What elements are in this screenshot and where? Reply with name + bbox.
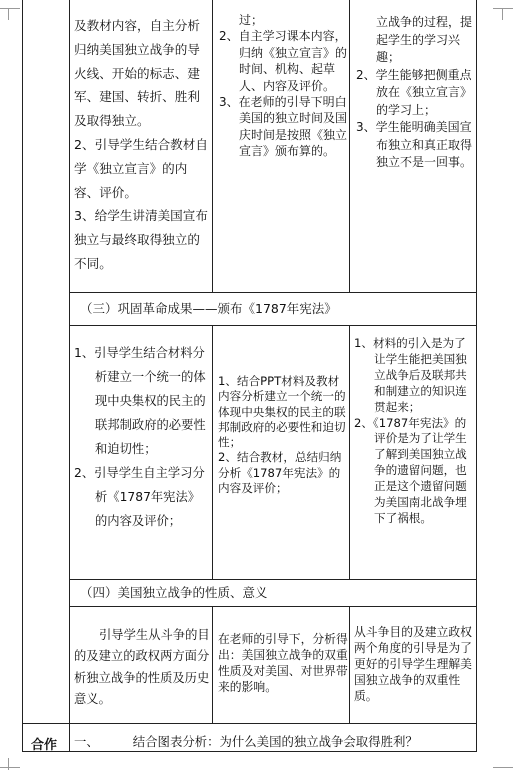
teacher-activity-text: 2、引导学生自主学习分析《1787年宪法》的内容及评价； (74, 466, 205, 528)
teacher-activity-text: 及教材内容，自主分析归纳美国独立战争的导火线、开始的标志、建军、建国、转折、胜利及取得独立。 (74, 18, 200, 129)
question-number: 一、 (74, 734, 99, 749)
question-text: 结合图表分析：为什么美国的独立战争会取得胜利？ (132, 734, 418, 749)
table-border-right (476, 0, 477, 752)
design-intent-text: 3、学生能明确美国宣布独立和真正取得独立不是一回事。 (356, 120, 473, 169)
design-intent-cell (354, 336, 474, 527)
teacher-activity-text: 引导学生从斗争的目的及建立的政权两方面分析独立战争的性质及历史意义。 (74, 628, 210, 707)
crop-mark (502, 8, 503, 20)
row-divider (69, 606, 477, 607)
row-divider (69, 292, 477, 293)
teacher-activity-text: 2、引导学生结合教材自学《独立宣言》的内容、评价。 (74, 136, 208, 200)
column-divider (349, 325, 350, 579)
row-label-cooperation: 合作 (31, 738, 58, 753)
student-activity-cell (218, 374, 348, 496)
design-intent-text: 2、《1787年宪法》的评价是为了让学生了解到美国独立战争的遗留问题，也正是这个遗留问题为美国南北战争埋下了祸根。 (354, 415, 467, 525)
design-intent-text: 1、材料的引入是为了让学生能把美国独立战争后及联邦共和制建立的知识连贯起来； (354, 336, 467, 414)
design-intent-text: 从斗争目的及建立政权两个角度的引导是为了更好的引导学生理解美国独立战争的双重性质。 (354, 625, 472, 704)
student-activity-text: 1、结合PPT材料及教材内容分析建立一个统一的体现中央集权的民主的联邦制政府的必要性和迫切性； (218, 374, 346, 450)
student-activity-text: 在老师的引导下，分析得出：美国独立战争的双重性质及对美国、对世界带来的影响。 (218, 632, 348, 695)
column-divider (212, 0, 213, 292)
column-divider (69, 0, 70, 752)
column-divider (212, 606, 213, 723)
design-intent-text: 立战争的过程，提起学生的学习兴趣； (376, 15, 473, 64)
student-activity-text: 2、自主学习课本内容，归纳《独立宣言》的时间、机构、起草人、内容及评价。 (219, 29, 348, 93)
row-divider (22, 723, 477, 724)
teacher-activity-text: 1、引导学生结合材料分析建立一个统一的体现中央集权的民主的联邦制政府的必要性和迫切性； (74, 346, 206, 456)
column-divider (349, 0, 350, 292)
section-title: （三）巩固革命成果——颁布《1787年宪法》 (80, 301, 337, 316)
crop-mark (493, 8, 513, 9)
table-border-left (22, 0, 23, 752)
cooperation-question (74, 734, 418, 750)
column-divider (212, 325, 213, 579)
crop-mark (0, 8, 20, 9)
table-border-bottom (22, 751, 477, 752)
design-intent-text: 2、学生能够把侧重点放在《独立宣言》的学习上； (356, 67, 473, 117)
teacher-activity-cell (74, 341, 208, 533)
crop-mark (8, 8, 9, 20)
section-title: （四）美国独立战争的性质、意义 (80, 585, 268, 600)
student-activity-text: 2、结合教材，总结归纳分析《1787年宪法》的内容及评价； (218, 450, 342, 496)
crop-mark (493, 767, 513, 768)
row-divider (69, 325, 477, 326)
row-divider (69, 579, 477, 580)
teacher-activity-cell (74, 14, 209, 276)
student-activity-text: 3、在老师的引导下明白美国的独立时间及国庆时间是按照《独立宣言》颁布算的。 (219, 95, 348, 159)
teacher-activity-text: 3、给学生讲清美国宣布独立与最终取得独立的不同。 (74, 208, 208, 271)
student-activity-text: 过； (239, 13, 264, 27)
column-divider (349, 606, 350, 723)
crop-mark (8, 758, 9, 770)
crop-mark (0, 767, 20, 768)
design-intent-cell (356, 14, 474, 172)
student-activity-cell (219, 12, 347, 160)
